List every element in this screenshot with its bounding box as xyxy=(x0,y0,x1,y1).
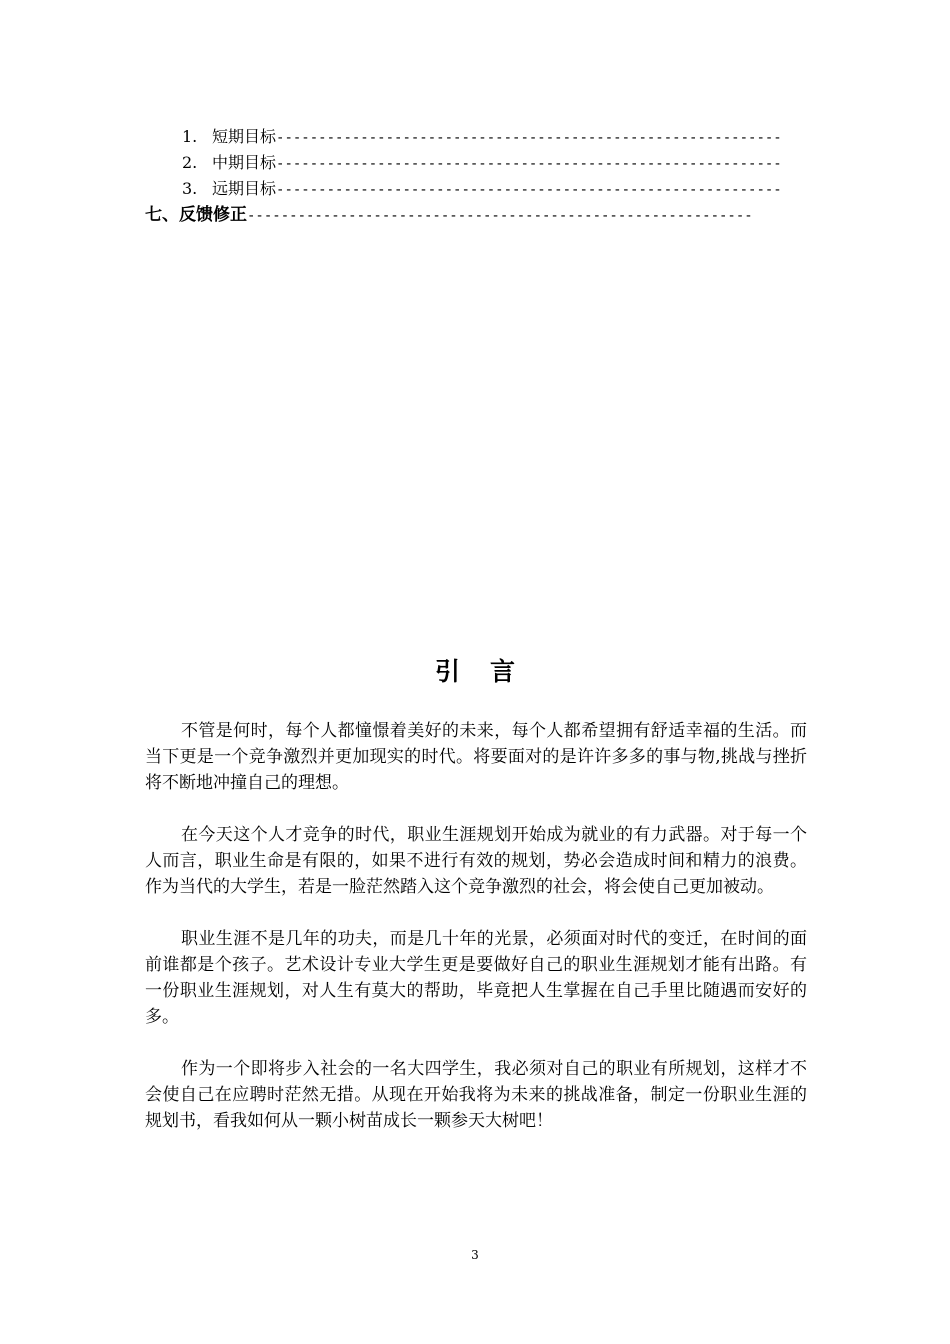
table-of-contents xyxy=(145,124,805,228)
toc-item-label: 中期目标 xyxy=(212,153,277,172)
paragraph: 作为一个即将步入社会的一名大四学生，我必须对自己的职业有所规划，这样才不会使自己在应聘时茫然无措。从现在开始我将为未来的挑战准备，制定一份职业生涯的规划书，看我如何从一颗小树苗成长一颗参天大树吧！ xyxy=(145,1059,807,1131)
paragraph: 在今天这个人才竞争的时代，职业生涯规划开始成为就业的有力武器。对于每一个人而言，职业生命是有限的，如果不进行有效的规划，势必会造成时间和精力的浪费。作为当代的大学生，若是一脸茫然踏入这个竞争激烈的社会，将会使自己更加被动。 xyxy=(145,825,807,897)
toc-item-number: 1. xyxy=(182,127,198,146)
toc-item-mid-term[interactable] xyxy=(145,150,805,176)
toc-item-number: 3. xyxy=(182,179,198,198)
toc-section-feedback[interactable] xyxy=(145,202,805,228)
toc-item-label: 远期目标 xyxy=(212,179,277,198)
page-number: 3 xyxy=(471,1248,479,1262)
toc-leader: ------------------------------------------------------------ xyxy=(276,130,782,146)
toc-leader: ------------------------------------------------------------ xyxy=(276,156,782,172)
introduction-body xyxy=(145,718,807,1160)
toc-item-label: 短期目标 xyxy=(212,127,277,146)
toc-item-long-term[interactable] xyxy=(145,176,805,202)
toc-leader: ------------------------------------------------------------ xyxy=(276,182,782,198)
toc-section-label: 七、反馈修正 xyxy=(145,205,247,225)
toc-leader: ------------------------------------------------------------ xyxy=(247,208,753,224)
toc-item-number: 2. xyxy=(182,153,198,172)
section-heading: 引言 xyxy=(434,657,545,686)
toc-item-short-term[interactable] xyxy=(145,124,805,150)
paragraph: 不管是何时，每个人都憧憬着美好的未来，每个人都希望拥有舒适幸福的生活。而当下更是一个竞争激烈并更加现实的时代。将要面对的是许许多多的事与物,挑战与挫折将不断地冲撞自己的理想。 xyxy=(145,721,807,793)
paragraph: 职业生涯不是几年的功夫，而是几十年的光景，必须面对时代的变迁，在时间的面前谁都是个孩子。艺术设计专业大学生更是要做好自己的职业生涯规划才能有出路。有一份职业生涯规划，对人生有莫大的帮助，毕竟把人生掌握在自己手里比随遇而安好的多。 xyxy=(145,929,807,1027)
